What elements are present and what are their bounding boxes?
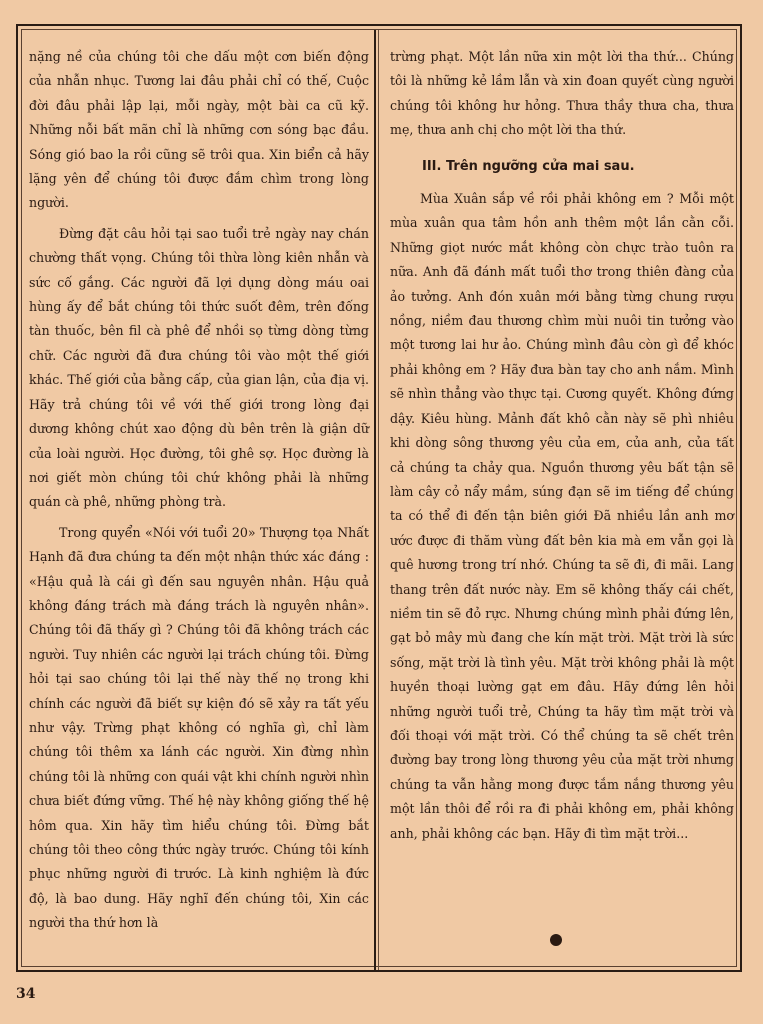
right-paragraph-1: trừng phạt. Một lần nữa xin một lời tha thứ... Chúng tôi là những kẻ lầm lẫn và xin đoan quyết cùng người chúng tôi không hư hỏng. Thưa thầy thưa cha, thưa mẹ, thưa anh chị cho một lời tha thứ. bbox=[390, 49, 734, 138]
right-column bbox=[390, 45, 734, 852]
column-divider-inner bbox=[378, 30, 379, 970]
left-paragraph-1: nặng nề của chúng tôi che dấu một cơn biến động của nhẫn nhục. Tương lai đâu phải chỉ có thế, Cuộc đời đâu phải lập lại, mỗi ngày, một bài ca cũ kỹ. Những nỗi bất mãn chỉ là những cơn sóng bạc đầu. Sóng gió bao la rồi cũng sẽ trôi qua. Xin biển cả hãy lặng yên để chúng tôi được đắm chìm trong lòng người. bbox=[29, 49, 369, 211]
left-paragraph-2: Đừng đặt câu hỏi tại sao tuổi trẻ ngày nay chán chường thất vọng. Chúng tôi thừa lòng kiên nhẫn và sức cố gắng. Các người đã lợi dụng dòng máu oai hùng ấy để bắt chúng tôi thức suốt đêm, trên đống tàn thuốc, bên fil cà phê để nhồi sọ từng dòng từng chữ. Các người đã đưa chúng tôi vào một thế giới khác. Thế giới của bằng cấp, của gian lận, của địa vị. Hãy trả chúng tôi về với thế giới trong lòng đại dương không chút xao động dù bên trên là giận dữ của loài người. Học đường, tôi ghê sợ. Học đường là nơi giết mòn chúng tôi chứ không phải là những quán cà phê, những phòng trà. bbox=[29, 225, 369, 510]
column-divider bbox=[374, 30, 376, 970]
page-number: 34 bbox=[16, 986, 36, 1002]
section-heading: III. Trên ngưỡng cửa mai sau. bbox=[422, 158, 635, 174]
right-paragraph-2: Mùa Xuân sắp về rồi phải không em ? Mỗi một mùa xuân qua tâm hồn anh thêm một lần cằn cỗi. Những giọt nước mắt không còn chực trào tuôn ra nữa. Anh đã đánh mất tuổi thơ trong thiên đàng của ảo tưởng. Anh đón xuân mới bằng từng chung rượu nồng, niềm đau thương chìm mùi nuôi tin tưởng vào một tương lai hư ảo. Chúng mình đâu còn gì để khóc phải không em ? Hãy đưa bàn tay cho anh nắm. Mình sẽ nhìn thẳng vào thực tại. Cương quyết. Không đứng dậy. Kiêu hùng. Mảnh đất khô cằn này sẽ phì nhiêu khi dòng sông thương yêu của em, của anh, của tất cả chúng ta chảy qua. Nguồn thương yêu bất tận sẽ làm cây cỏ nẩy mầm, súng đạn sẽ im tiếng để chúng ta có thể đi đến tận biên giới Đã nhiều lần anh mơ ước được đi thăm vùng đất bên kia mà em vẫn gọi là quê hương trong trí nhớ. Chúng ta sẽ đi, đi mãi. Lang thang trên đất nước này. Em sẽ không thấy cái chết, niềm tin sẽ đỏ rực. Nhưng chúng mình phải đứng lên, gạt bỏ mây mù đang che kín mặt trời. Mặt trời là sức sống, mặt trời là tình yêu. Mặt trời không phải là một huyền thoại lường gạt em đâu. Hãy đứng lên hỏi những người tuổi trẻ, Chúng ta hãy tìm mặt trời và đối thoại với mặt trời. Có thể chúng ta sẽ chết trên đường bay trong lòng thương yêu của mặt trời nhưng chúng ta vẫn hằng mong được tắm nắng thương yêu một lần thôi để rồi ra đi phải không em, phải không anh, phải không các bạn. Hãy đi tìm mặt trời... bbox=[390, 191, 734, 841]
end-mark-bullet bbox=[550, 934, 562, 946]
left-column bbox=[29, 45, 369, 942]
left-paragraph-3: Trong quyển «Nói với tuổi 20» Thượng tọa Nhất Hạnh đã đưa chúng ta đến một nhận thức xác đáng : «Hậu quả là cái gì đến sau nguyên nhân. Hậu quả không đáng trách mà đáng trách là nguyên nhân». Chúng tôi đã thấy gì ? Chúng tôi đã không trách các người. Tuy nhiên các người lại trách chúng tôi. Đừng hỏi tại sao chúng tôi lại thế này thế nọ trong khi chính các người đã biết sự kiện đó sẽ xảy ra tất yếu như vậy. Trừng phạt không có nghĩa gì, chỉ làm chúng tôi thêm xa lánh các người. Xin đừng nhìn chúng tôi là những con quái vật khi chính người nhìn chưa biết đứng vững. Thế hệ này không giống thế hệ hôm qua. Xin hãy tìm hiểu chúng tôi. Đừng bắt chúng tôi theo công thức ngày trước. Chúng tôi kính phục những người đi trước. Là kinh nghiệm là đức độ, là bao dung. Hãy nghĩ đến chúng tôi, Xin các người tha thứ hơn là bbox=[29, 524, 369, 931]
